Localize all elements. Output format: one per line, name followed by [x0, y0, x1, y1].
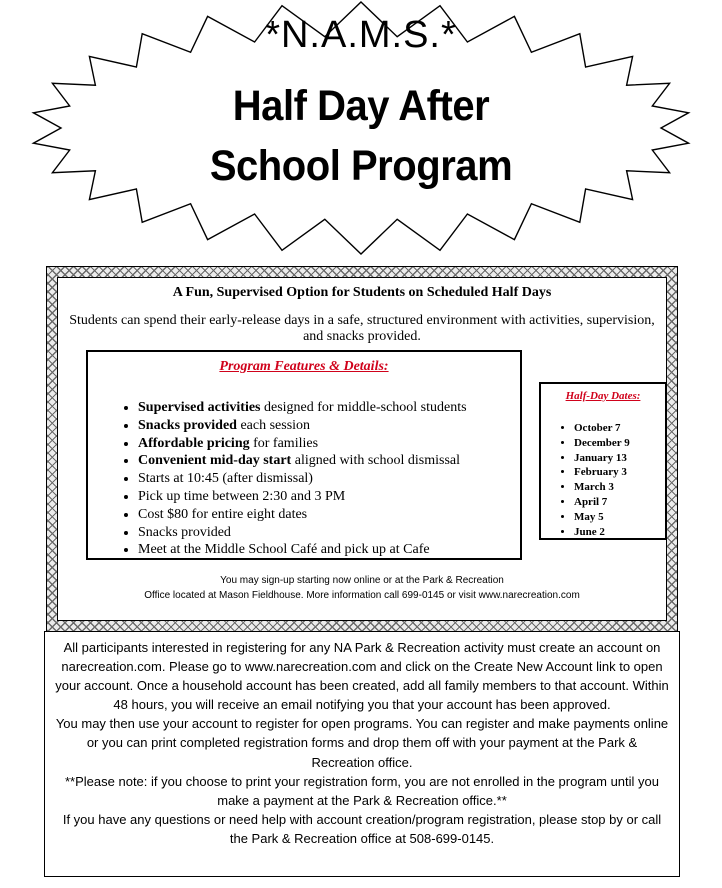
info-paragraph-2: You may then use your account to register for open programs. You can register and make payments online or you can print completed registration forms and drop them off with your payment at the Park & Recreation office. — [55, 716, 669, 770]
feature-item — [138, 488, 467, 506]
feature-item — [138, 470, 467, 488]
info-paragraph-1: All participants interested in registering for any NA Park & Recreation activity must create an account on narecreation.com. Please go to www.narecreation.com and click on the Create New Account link to open your account. Once a household account has been created, add all family members to that account. Within 48 hours, you will receive an email notifying you that your account has been approved. — [55, 640, 669, 713]
dates-list — [553, 421, 630, 539]
feature-item — [138, 452, 467, 470]
feature-item-text: Snacks provided — [138, 524, 231, 540]
signup-line-2: Office located at Mason Fieldhouse. More information call 699-0145 or visit www.narecreation.com — [144, 590, 580, 601]
feature-item — [138, 435, 467, 453]
feature-item — [138, 417, 467, 435]
program-intro: Students can spend their early-release days in a safe, structured environment with activities, supervision, and snacks provided. — [69, 313, 655, 344]
feature-item — [138, 524, 467, 542]
features-list — [116, 399, 467, 559]
feature-item-text: Cost $80 for entire eight dates — [138, 506, 308, 522]
feature-item-text: Pick up time between 2:30 and 3 PM — [138, 488, 346, 504]
features-box — [86, 350, 522, 560]
nams-label: *N.A.M.S.* — [265, 14, 457, 56]
feature-item — [138, 506, 467, 524]
half-day-date: • May 5 — [574, 510, 630, 525]
info-paragraph-3: **Please note: if you choose to print your registration form, you are not enrolled in the program until you make a payment at the Park & Recreation office.** — [65, 773, 659, 808]
feature-item — [138, 399, 467, 417]
dates-box — [539, 382, 667, 540]
half-day-date: • March 3 — [574, 480, 630, 495]
feature-item-text: aligned with school dismissal — [291, 453, 460, 469]
feature-item-text: each session — [236, 417, 311, 433]
feature-item — [138, 541, 467, 559]
feature-item-text: for families — [249, 435, 319, 451]
half-day-date: • February 3 — [574, 465, 630, 480]
program-title: A Fun, Supervised Option for Students on Scheduled Half Days — [172, 285, 552, 300]
feature-item-bold: Affordable pricing — [138, 435, 250, 451]
feature-item-text: designed for middle-school students — [260, 400, 467, 415]
feature-item-text: Starts at 10:45 (after dismissal) — [138, 471, 313, 487]
page-title-line2: School Program — [209, 142, 513, 190]
feature-item-bold: Snacks provided — [138, 417, 237, 433]
signup-line-1: You may sign-up starting now online or at the Park & Recreation — [220, 575, 504, 586]
signup-info — [58, 573, 666, 603]
half-day-date: • October 7 — [574, 421, 630, 436]
page-title-line1: Half Day After — [232, 82, 490, 130]
half-day-date: • April 7 — [574, 495, 630, 510]
feature-item-bold: Supervised activities — [138, 400, 261, 415]
feature-item-text: Meet at the Middle School Café and pick up at Cafe — [138, 542, 430, 558]
program-box-inner — [57, 277, 667, 621]
half-day-date: • December 9 — [574, 436, 630, 451]
feature-item-bold: Convenient mid-day start — [138, 453, 292, 469]
half-day-date: • January 13 — [574, 451, 630, 466]
registration-info-text — [55, 638, 669, 848]
info-paragraph-4: If you have any questions or need help with account creation/program registration, please stop by or call the Park & Recreation office at 508-699-0145. — [62, 811, 662, 846]
features-heading: Program Features & Details: — [219, 359, 389, 374]
registration-info-box — [44, 631, 680, 877]
dates-heading: Half-Day Dates: — [565, 390, 641, 402]
program-box — [46, 266, 678, 632]
half-day-date: • June 2 — [574, 525, 630, 540]
